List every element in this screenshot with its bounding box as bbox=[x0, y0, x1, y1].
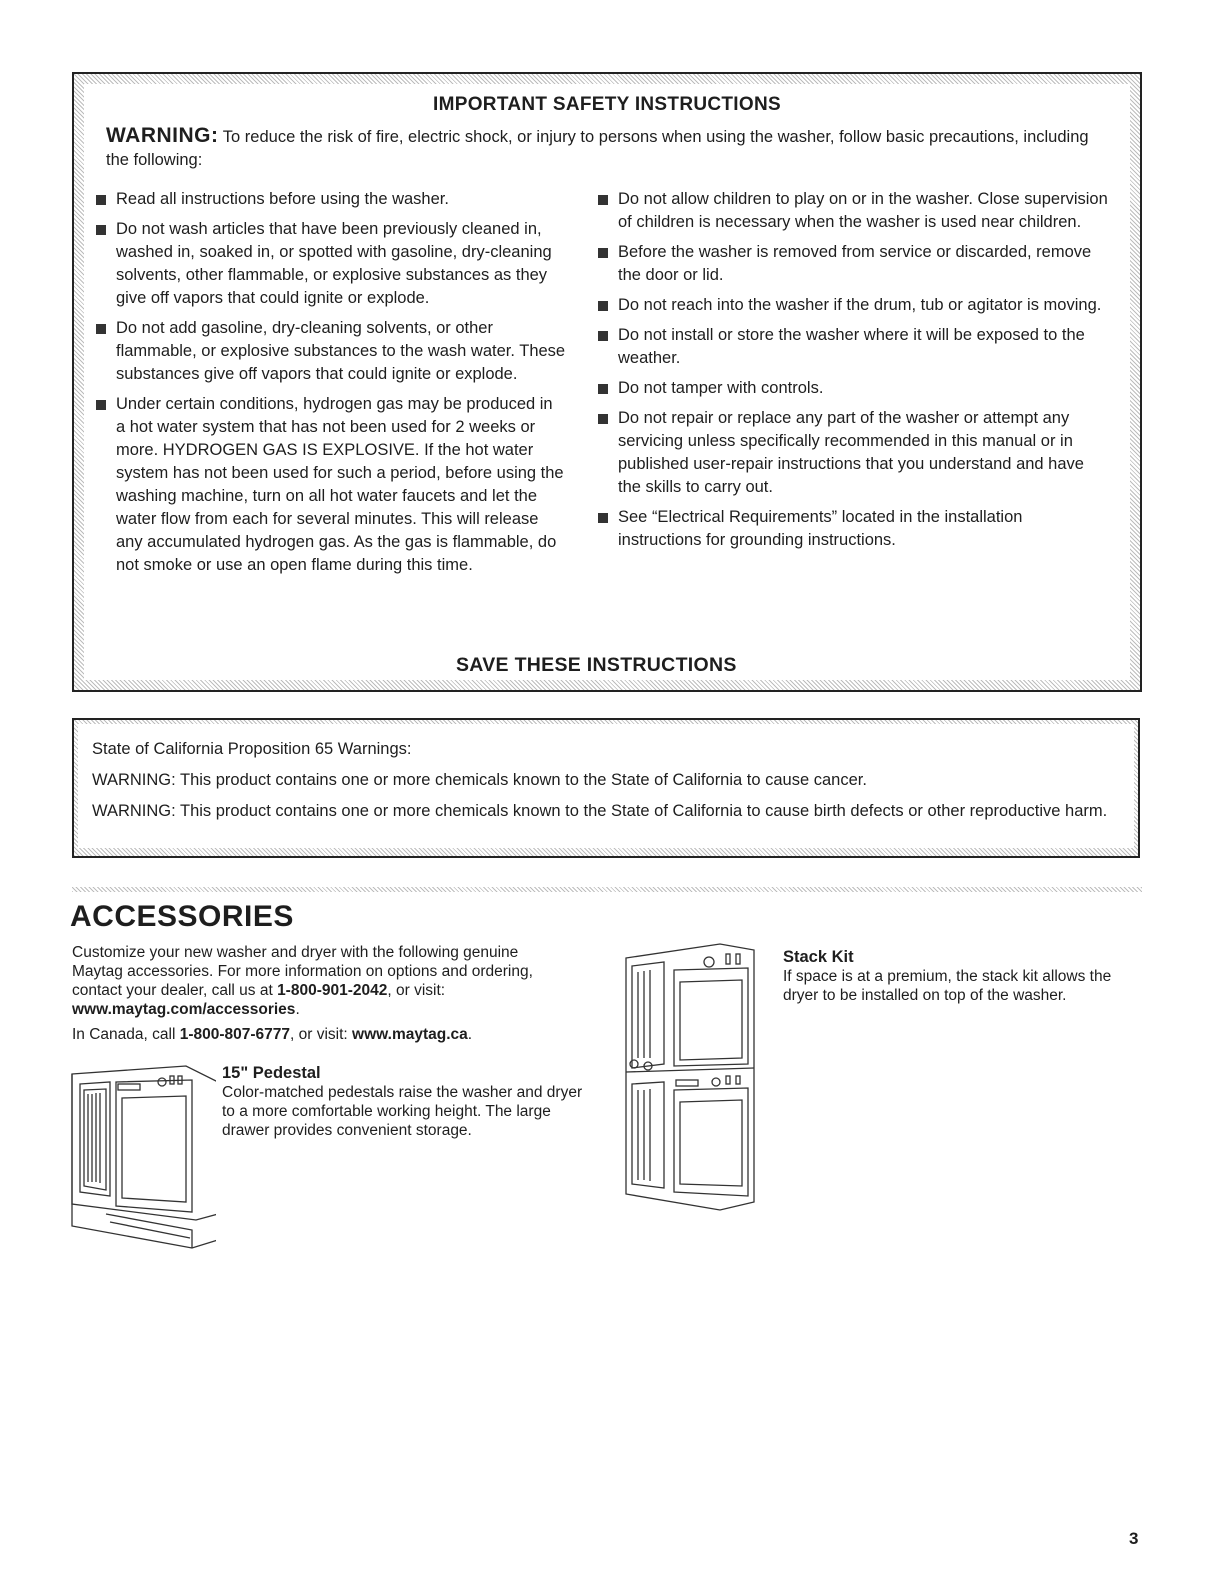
stack-kit-title: Stack Kit bbox=[783, 948, 854, 966]
pedestal-title: 15" Pedestal bbox=[222, 1064, 321, 1082]
pedestal-description: Color-matched pedestals raise the washer and dryer to a more comfortable working height. The large drawer provides convenient storage. bbox=[222, 1084, 583, 1139]
bullet-square-icon bbox=[598, 195, 608, 205]
safety-item: Do not reach into the washer if the drum, tub or agitator is moving. bbox=[590, 294, 1110, 317]
bullet-square-icon bbox=[598, 414, 608, 424]
safety-title: IMPORTANT SAFETY INSTRUCTIONS bbox=[433, 94, 781, 115]
safety-item: Under certain conditions, hydrogen gas may be produced in a hot water system that has not been used for 2 weeks or more. HYDROGEN GAS IS EXPLOSIVE. If the hot water system has not been used for such a period, before using the washing machine, turn on all hot water faucets and let the water flow from each for several minutes. This will release any accumulated hydrogen gas. As the gas is flammable, do not smoke or use an open flame during this time. bbox=[88, 393, 566, 577]
page-number: 3 bbox=[1129, 1529, 1139, 1548]
accessories-intro bbox=[72, 943, 562, 1050]
accessories-intro-us: Customize your new washer and dryer with the following genuine Maytag accessories. For more information on options and ordering, contact your dealer, call us at 1-800-901-2042, or visit: www.maytag.com/accessories. bbox=[72, 944, 533, 1018]
bullet-square-icon bbox=[598, 331, 608, 341]
bullet-square-icon bbox=[598, 513, 608, 523]
safety-item: Do not allow children to play on or in the washer. Close supervision of children is necessary when the washer is used near children. bbox=[590, 188, 1110, 234]
safety-item: Read all instructions before using the washer. bbox=[88, 188, 566, 211]
bullet-square-icon bbox=[96, 195, 106, 205]
section-divider bbox=[72, 887, 1142, 892]
pedestal-washer-illustration bbox=[66, 1064, 216, 1250]
canada-phone-number: 1-800-807-6777 bbox=[179, 1026, 291, 1043]
safety-instructions-box bbox=[72, 72, 1142, 692]
safety-left-column bbox=[88, 188, 566, 584]
safety-item: Before the washer is removed from service or discarded, remove the door or lid. bbox=[590, 241, 1110, 287]
prop65-box bbox=[72, 718, 1140, 858]
save-instructions-title: SAVE THESE INSTRUCTIONS bbox=[456, 654, 737, 676]
safety-item: Do not install or store the washer where it will be exposed to the weather. bbox=[590, 324, 1110, 370]
bullet-square-icon bbox=[598, 301, 608, 311]
safety-item: Do not add gasoline, dry-cleaning solvents, or other flammable, or explosive substances to the wash water. These substances give off vapors that could ignite or explode. bbox=[88, 317, 566, 386]
safety-item: Do not repair or replace any part of the washer or attempt any servicing unless specifically recommended in this manual or in published user-repair instructions that you understand and have the skills to carry out. bbox=[590, 407, 1110, 499]
accessories-intro-canada: In Canada, call 1-800-807-6777, or visit: www.maytag.ca. bbox=[72, 1026, 473, 1043]
safety-item: See “Electrical Requirements” located in the installation instructions for grounding instructions. bbox=[590, 506, 1110, 552]
accessories-title: ACCESSORIES bbox=[70, 900, 294, 933]
canada-website-link[interactable]: www.maytag.ca bbox=[352, 1026, 468, 1043]
us-website-link[interactable]: www.maytag.com/accessories bbox=[72, 1001, 296, 1018]
prop65-warning-birth-defects: WARNING: This product contains one or more chemicals known to the State of California to cause birth defects or other reproductive harm. bbox=[92, 802, 1108, 820]
stack-kit-accessory bbox=[783, 948, 1143, 1005]
pedestal-accessory bbox=[222, 1064, 592, 1140]
prop65-warning-cancer: WARNING: This product contains one or more chemicals known to the State of California to cause cancer. bbox=[92, 771, 867, 789]
safety-item: Do not tamper with controls. bbox=[590, 377, 1110, 400]
stack-kit-description: If space is at a premium, the stack kit allows the dryer to be installed on top of the washer. bbox=[783, 968, 1112, 1004]
warning-intro-text: To reduce the risk of fire, electric shock, or injury to persons when using the washer, follow basic precautions, including the following: bbox=[106, 128, 1089, 169]
stack-kit-illustration bbox=[620, 940, 760, 1212]
bullet-square-icon bbox=[96, 400, 106, 410]
us-phone-number: 1-800-901-2042 bbox=[277, 982, 388, 999]
safety-item: Do not wash articles that have been previously cleaned in, washed in, soaked in, or spotted with gasoline, dry-cleaning solvents, other flammable, or explosive substances as they give off vapors that could ignite or explode. bbox=[88, 218, 566, 310]
prop65-content bbox=[78, 724, 1134, 848]
warning-label: WARNING: bbox=[106, 124, 219, 147]
bullet-square-icon bbox=[96, 324, 106, 334]
bullet-square-icon bbox=[598, 248, 608, 258]
safety-right-column bbox=[590, 188, 1110, 559]
bullet-square-icon bbox=[96, 225, 106, 235]
safety-instructions-content bbox=[84, 84, 1130, 680]
prop65-heading: State of California Proposition 65 Warnings: bbox=[92, 740, 412, 758]
warning-intro bbox=[106, 124, 1090, 172]
bullet-square-icon bbox=[598, 384, 608, 394]
